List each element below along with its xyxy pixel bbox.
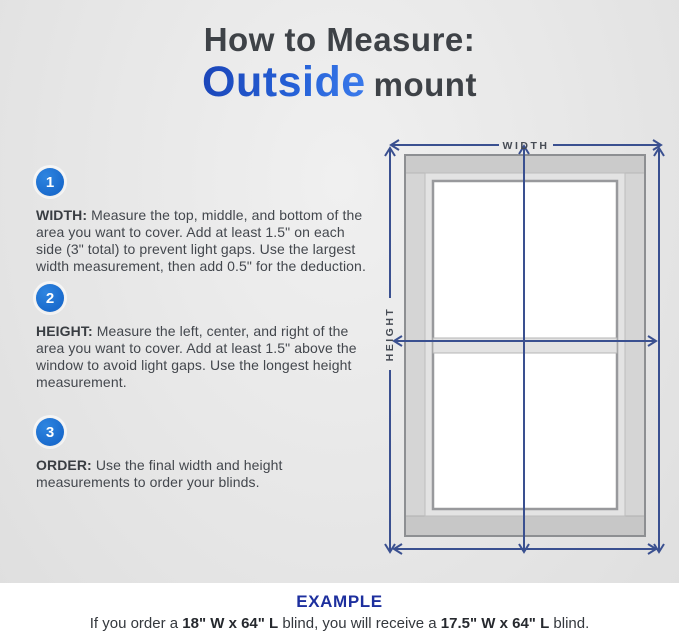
example-section (0, 583, 679, 644)
step-1-text (36, 207, 374, 275)
width-arrow-label: WIDTH (502, 140, 550, 152)
step-3-number: 3 (45, 423, 55, 441)
step-1-body: Measure the top, middle, and bottom of the area you want to cover. Add at least 1.5" on each side (3" total) to prevent light gaps. Use the largest width measurement, then add 0.5" for the deduction. (36, 207, 366, 274)
window-measure-diagram (374, 128, 676, 566)
step-1-number: 1 (45, 173, 55, 191)
title-suffix: mount (373, 66, 477, 104)
title-line1: How to Measure: (203, 21, 476, 58)
step-2-label: HEIGHT: (36, 323, 93, 339)
step-3-badge (36, 418, 64, 446)
step-2-body: Measure the left, center, and right of the area you want to cover. Add at least 1.5" above the window to avoid light gaps. Use the longest height measurement. (36, 323, 357, 390)
example-suffix: blind. (549, 615, 590, 632)
steps-list (36, 168, 374, 491)
title-line2 (0, 60, 679, 105)
title-highlight: Outside (202, 58, 366, 107)
example-text (0, 615, 679, 632)
step-1-label: WIDTH: (36, 207, 88, 223)
example-prefix: If you order a (89, 615, 183, 632)
window-diagram-svg (374, 128, 676, 566)
example-order-size: 18" W x 64" L (182, 615, 279, 632)
page-title (0, 22, 679, 105)
step-2-badge (36, 284, 64, 312)
step-2-number: 2 (45, 289, 55, 307)
step-3-text (36, 457, 374, 491)
step-2-text (36, 323, 374, 391)
step-3-label: ORDER: (36, 457, 92, 473)
example-receive-size: 17.5" W x 64" L (440, 615, 550, 632)
height-arrow-label: HEIGHT (383, 306, 396, 362)
right-height-arrow (654, 148, 664, 552)
step-3-body: Use the final width and height measurements to order your blinds. (36, 457, 283, 490)
step-1-badge (36, 168, 64, 196)
example-heading: EXAMPLE (296, 592, 383, 611)
example-middle: blind, you will receive a (278, 615, 441, 632)
